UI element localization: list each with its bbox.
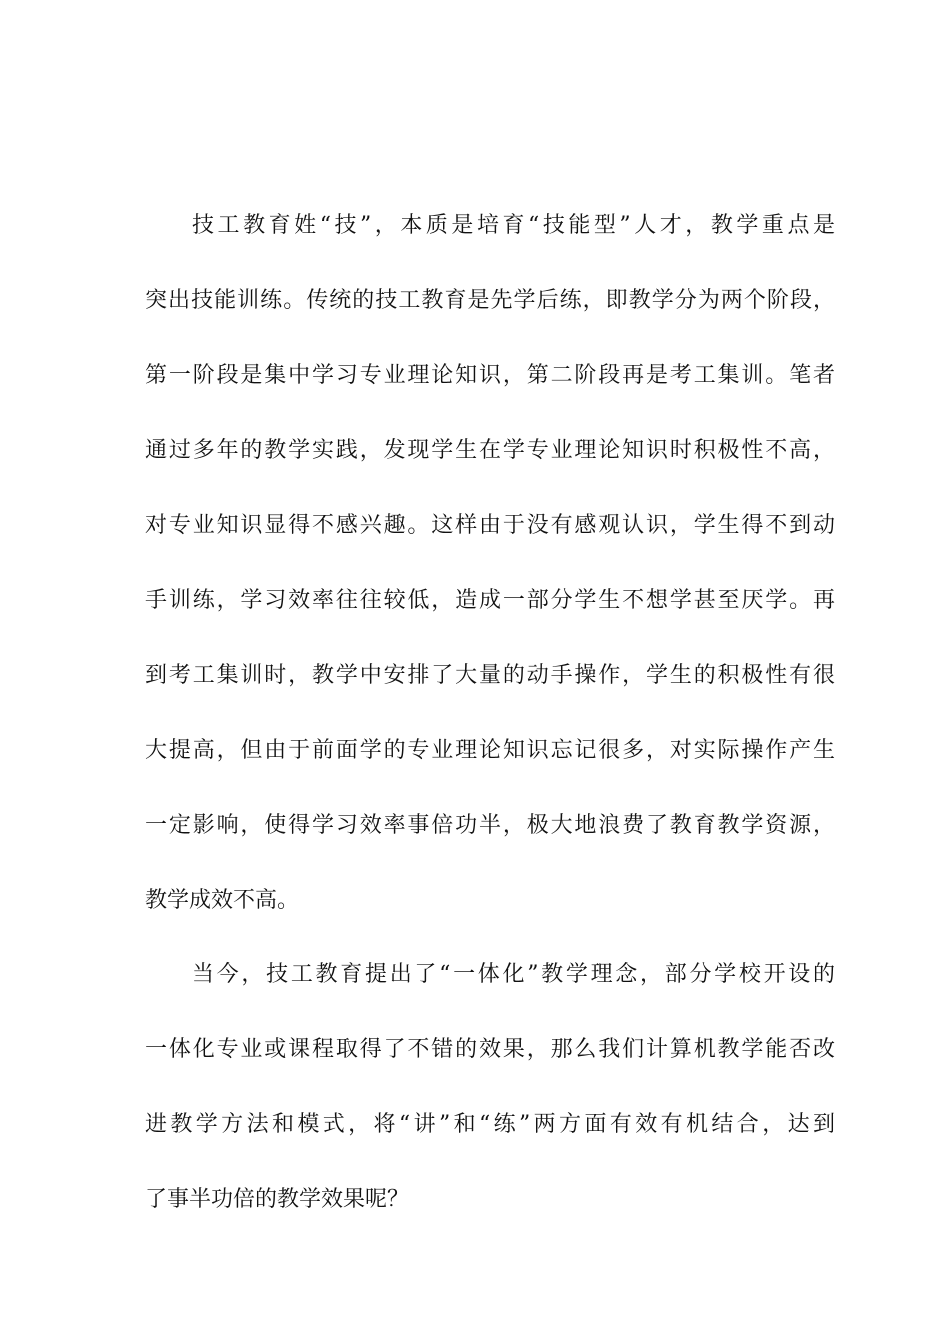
- paragraph-2-line-2: 一体化专业或课程取得了不错的效果，那么我们计算机教学能否改: [145, 1037, 835, 1062]
- paragraph-1-line-3: 第一阶段是集中学习专业理论知识，第二阶段再是考工集训。笔者: [145, 363, 835, 388]
- paragraph-1-line-8: 大提高，但由于前面学的专业理论知识忘记很多，对实际操作产生: [145, 738, 835, 763]
- paragraph-2-line-3: 进教学方法和模式，将“讲”和“练”两方面有效有机结合，达到: [145, 1112, 835, 1137]
- paragraph-1-line-9: 一定影响，使得学习效率事倍功半，极大地浪费了教育教学资源，: [145, 813, 835, 838]
- paragraph-1-line-1: 技工教育姓“技”，本质是培育“技能型”人才，教学重点是: [192, 213, 835, 238]
- paragraph-1-line-7: 到考工集训时，教学中安排了大量的动手操作，学生的积极性有很: [145, 663, 835, 688]
- paragraph-2-line-1: 当今，技工教育提出了“一体化”教学理念，部分学校开设的: [192, 962, 835, 987]
- paragraph-1-line-4: 通过多年的教学实践，发现学生在学专业理论知识时积极性不高，: [145, 438, 835, 463]
- paragraph-1-line-2: 突出技能训练。传统的技工教育是先学后练，即教学分为两个阶段，: [145, 288, 835, 313]
- paragraph-1-line-6: 手训练，学习效率往往较低，造成一部分学生不想学甚至厌学。再: [145, 588, 835, 613]
- paragraph-1-line-5: 对专业知识显得不感兴趣。这样由于没有感观认识，学生得不到动: [145, 513, 835, 538]
- paragraph-2-line-4: 了事半功倍的教学效果呢？: [145, 1187, 410, 1212]
- paragraph-1-line-10: 教学成效不高。: [145, 888, 300, 913]
